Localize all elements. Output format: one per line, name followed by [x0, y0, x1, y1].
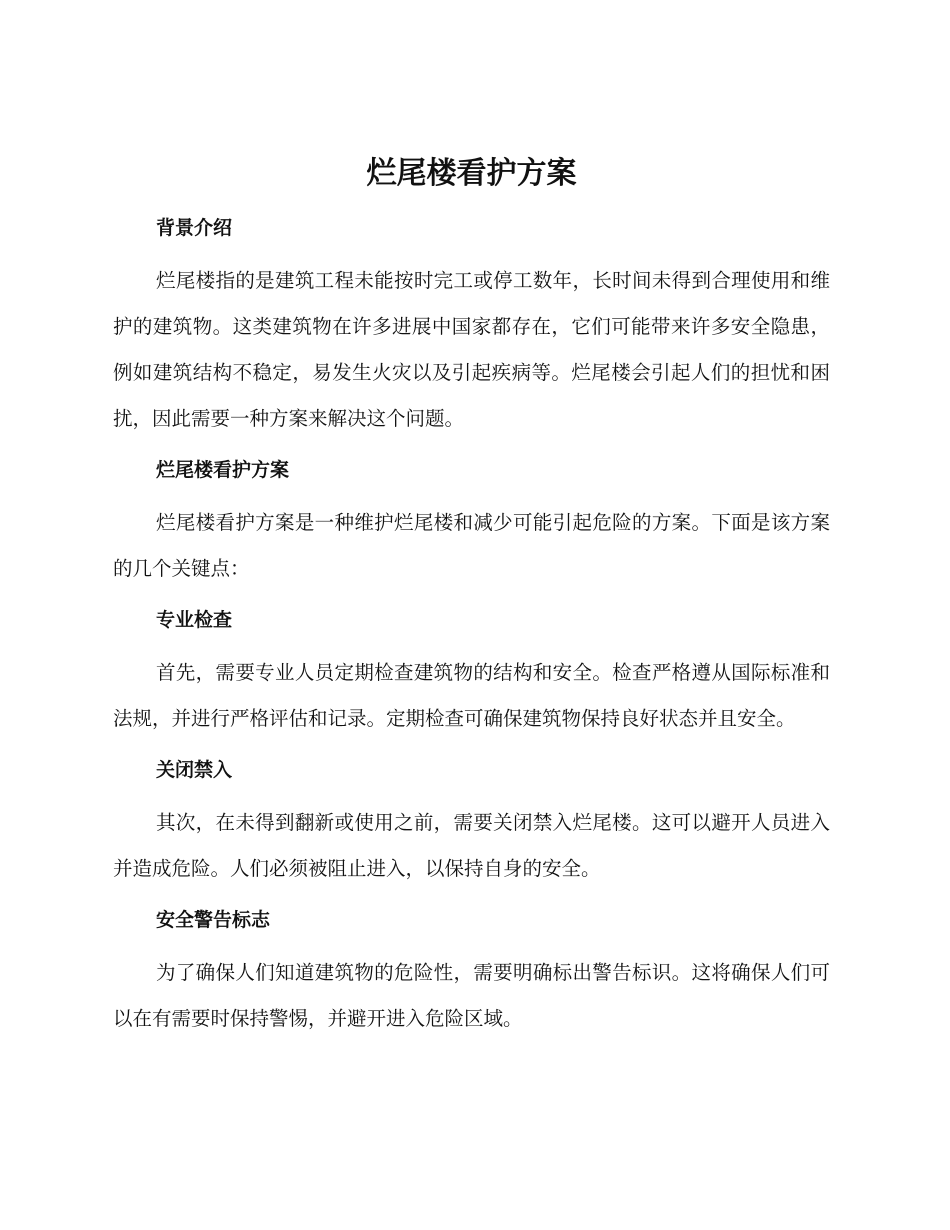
section-heading: 背景介绍 [156, 217, 233, 239]
section-background [113, 200, 830, 442]
section-paragraph: 首先，需要专业人员定期检查建筑物的结构和安全。检查严格遵从国际标准和法规，并进行严格评估和记录。定期检查可确保建筑物保持良好状态并且安全。 [113, 661, 830, 730]
section-inspection [113, 592, 830, 742]
section-closure [113, 742, 830, 892]
section-warning-signs [113, 892, 830, 1042]
section-plan [113, 442, 830, 592]
section-heading: 烂尾楼看护方案 [156, 459, 290, 481]
document-title: 烂尾楼看护方案 [366, 156, 577, 191]
section-paragraph: 为了确保人们知道建筑物的危险性，需要明确标出警告标识。这将确保人们可以在有需要时保持警惕，并避开进入危险区域。 [113, 961, 830, 1030]
section-paragraph: 烂尾楼看护方案是一种维护烂尾楼和减少可能引起危险的方案。下面是该方案的几个关键点： [113, 511, 830, 580]
section-heading: 关闭禁入 [156, 759, 233, 781]
section-heading: 安全警告标志 [156, 909, 271, 931]
section-paragraph: 其次，在未得到翻新或使用之前，需要关闭禁入烂尾楼。这可以避开人员进入并造成危险。人们必须被阻止进入，以保持自身的安全。 [113, 811, 830, 880]
section-paragraph: 烂尾楼指的是建筑工程未能按时完工或停工数年，长时间未得到合理使用和维护的建筑物。这类建筑物在许多进展中国家都存在，它们可能带来许多安全隐患，例如建筑结构不稳定，易发生火灾以及引起疾病等。烂尾楼会引起人们的担忧和困扰，因此需要一种方案来解决这个问题。 [113, 269, 830, 430]
section-heading: 专业检查 [156, 609, 233, 631]
